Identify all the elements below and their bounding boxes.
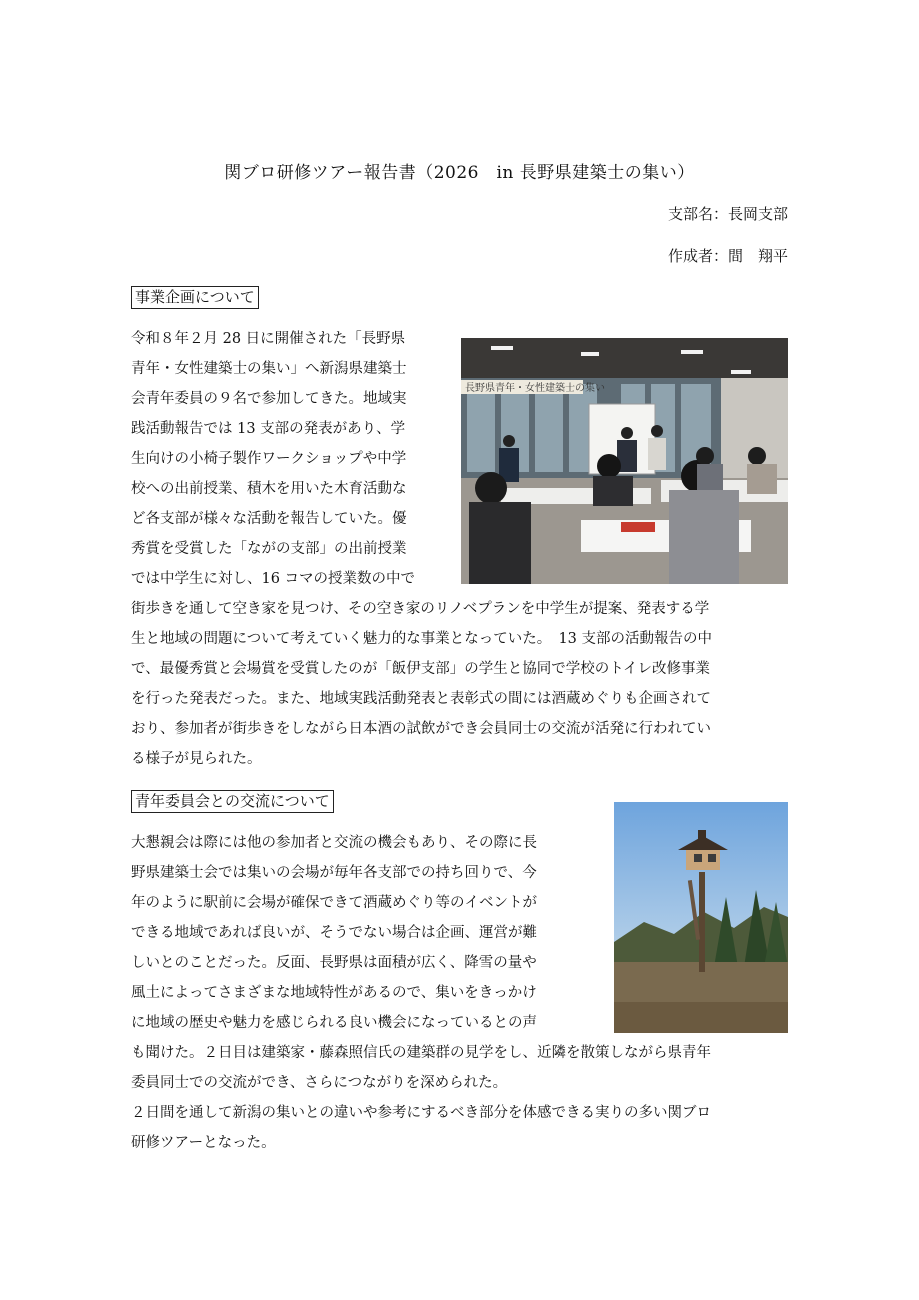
text-line: しいとのことだった。反面、長野県は面積が広く、降雪の量や xyxy=(131,955,537,971)
text-line: 年のように駅前に会場が確保できて酒蔵めぐり等のイベントが xyxy=(131,895,537,911)
treehouse-photo xyxy=(614,802,788,1033)
text-line: 委員同士での交流ができ、さらにつながりを深められた。 xyxy=(131,1075,508,1091)
report-title: 関ブロ研修ツアー報告書（2026 in 長野県建築士の集い） xyxy=(224,163,695,183)
text-line: 令和８年２月 28 日に開催された「長野県 xyxy=(131,331,406,347)
text-line: 野県建築士会では集いの会場が毎年各支部での持ち回りで、今 xyxy=(131,865,537,881)
branch-name: 支部名：長岡支部 xyxy=(667,205,788,223)
text-line: できる地域であれば良いが、そうでない場合は企画、運営が難 xyxy=(131,925,537,941)
section1-paragraph-full xyxy=(131,594,791,774)
section-heading-project: 事業企画について xyxy=(131,286,259,309)
section2-paragraph-beside-photo xyxy=(131,828,591,1038)
text-line: ど各支部が様々な活動を報告していた。優 xyxy=(131,511,407,527)
text-line: る様子が見られた。 xyxy=(131,751,262,767)
author-name: 作成者：間 翔平 xyxy=(667,247,788,265)
text-line: を行った発表だった。また、地域実践活動発表と表彰式の間には酒蔵めぐりも企画されて xyxy=(131,691,711,707)
text-line: も聞けた。２日目は建築家・藤森照信氏の建築群の見学をし、近隣を散策しながら県青年 xyxy=(131,1045,711,1061)
text-line: 践活動報告では 13 支部の発表があり、学 xyxy=(131,421,406,437)
text-line: 風土によってさまざまな地域特性があるので、集いをきっかけ xyxy=(131,985,537,1001)
text-line: 会青年委員の９名で参加してきた。地域実 xyxy=(131,391,407,407)
section2-paragraph-full xyxy=(131,1038,791,1158)
text-line: おり、参加者が街歩きをしながら日本酒の試飲ができ会員同士の交流が活発に行われてい xyxy=(131,721,711,737)
text-line: で、最優秀賞と会場賞を受賞したのが「飯伊支部」の学生と協同で学校のトイレ改修事業 xyxy=(131,661,710,677)
text-line: では中学生に対し、16 コマの授業数の中で xyxy=(131,571,416,587)
text-line: 大懇親会は際には他の参加者と交流の機会もあり、その際に長 xyxy=(131,835,537,851)
text-line: 生と地域の問題について考えていく魅力的な事業となっていた。 13 支部の活動報告の中 xyxy=(131,631,713,647)
text-line: 生向けの小椅子製作ワークショップや中学 xyxy=(131,451,407,467)
text-line: 青年・女性建築士の集い」へ新潟県建築士 xyxy=(131,361,407,377)
text-line: 秀賞を受賞した「ながの支部」の出前授業 xyxy=(131,541,407,557)
section-heading-exchange: 青年委員会との交流について xyxy=(131,790,334,813)
conference-photo xyxy=(461,338,788,584)
text-line: に地域の歴史や魅力を感じられる良い機会になっているとの声 xyxy=(131,1015,537,1031)
banner-text: 長野県青年・女性建築士の集い xyxy=(465,383,605,394)
text-line: 街歩きを通して空き家を見つけ、その空き家のリノベプランを中学生が提案、発表する学 xyxy=(131,601,710,617)
text-line: ２日間を通して新潟の集いとの違いや参考にするべき部分を体感できる実りの多い関ブロ xyxy=(131,1105,711,1121)
text-line: 研修ツアーとなった。 xyxy=(131,1135,276,1151)
section1-paragraph-beside-photo xyxy=(131,324,446,594)
text-line: 校への出前授業、積木を用いた木育活動な xyxy=(131,481,407,497)
